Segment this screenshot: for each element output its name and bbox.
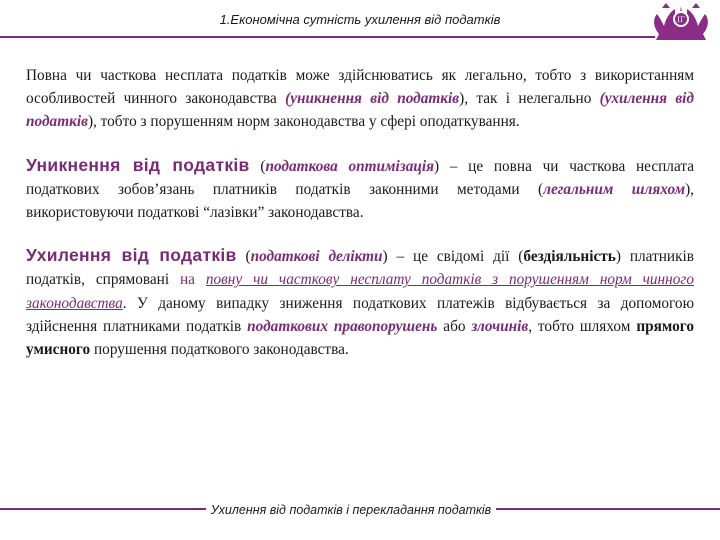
evasion-bold-intentional: прямого умисного bbox=[26, 317, 694, 359]
paragraph-intro bbox=[26, 64, 694, 134]
evasion-text-5: або bbox=[437, 317, 472, 335]
evasion-text-7: порушення податкового законодавства. bbox=[90, 341, 349, 359]
evasion-bold-inaction: бездіяльність bbox=[523, 248, 616, 266]
paragraph-evasion bbox=[26, 244, 694, 361]
slide-body bbox=[26, 64, 694, 361]
evasion-highlight-offenses: податкових правопорушень bbox=[247, 317, 438, 335]
evasion-purple-on: на bbox=[180, 271, 206, 289]
evasion-text-6: , тобто шляхом bbox=[528, 317, 637, 335]
evasion-heading: Ухилення від податків bbox=[26, 245, 237, 266]
avoidance-text-2: ) – це повна чи часткова несплата податкових зобов’язань платників податків законними методами ( bbox=[26, 157, 694, 198]
intro-text-2: ), так і нелегально bbox=[459, 90, 600, 108]
avoidance-highlight-legal: легальним шляхом bbox=[543, 180, 686, 198]
footer-title: Ухилення від податків і перекладання податків bbox=[210, 503, 492, 517]
avoidance-heading: Уникнення від податків bbox=[26, 154, 250, 175]
avoidance-highlight-optimization: податкова оптимізація bbox=[265, 157, 434, 175]
evasion-text-4: . У даному випадку зниження податкових платежів відбувається за допомогою здійснення платниками податків bbox=[26, 294, 694, 335]
university-crest-icon bbox=[648, 0, 714, 44]
avoidance-text-3: ), використовуючи податкові “лазівки” законодавства. bbox=[26, 180, 694, 222]
evasion-underlined-nonpayment: повну чи часткову несплату податків з порушенням норм чинного законодавства bbox=[26, 271, 694, 312]
intro-text-1: Повна чи часткова несплата податків може здійснюватись як легально, тобто з використанням особливостей чинного законодавства bbox=[26, 67, 694, 108]
paragraph-avoidance bbox=[26, 154, 694, 225]
intro-highlight-evasion: (ухилення від податків bbox=[26, 90, 694, 131]
avoidance-text-1: ( bbox=[249, 157, 266, 175]
header-divider bbox=[0, 36, 655, 38]
evasion-text-2: ) – це свідомі дії ( bbox=[382, 248, 524, 266]
svg-text:ІГ: ІГ bbox=[677, 16, 685, 24]
evasion-highlight-crimes: злочинів bbox=[471, 317, 529, 335]
slide-title: 1.Економічна сутність ухилення від податків bbox=[219, 12, 501, 27]
evasion-text-3: ) платників податків, спрямовані bbox=[26, 248, 695, 289]
intro-text-3: ), тобто з порушенням норм законодавства у сфері оподаткування. bbox=[87, 113, 520, 131]
evasion-highlight-delicts: податкові делікти bbox=[250, 248, 383, 266]
intro-highlight-avoidance: (уникнення від податків bbox=[285, 90, 460, 108]
evasion-text-1: ( bbox=[236, 248, 251, 266]
